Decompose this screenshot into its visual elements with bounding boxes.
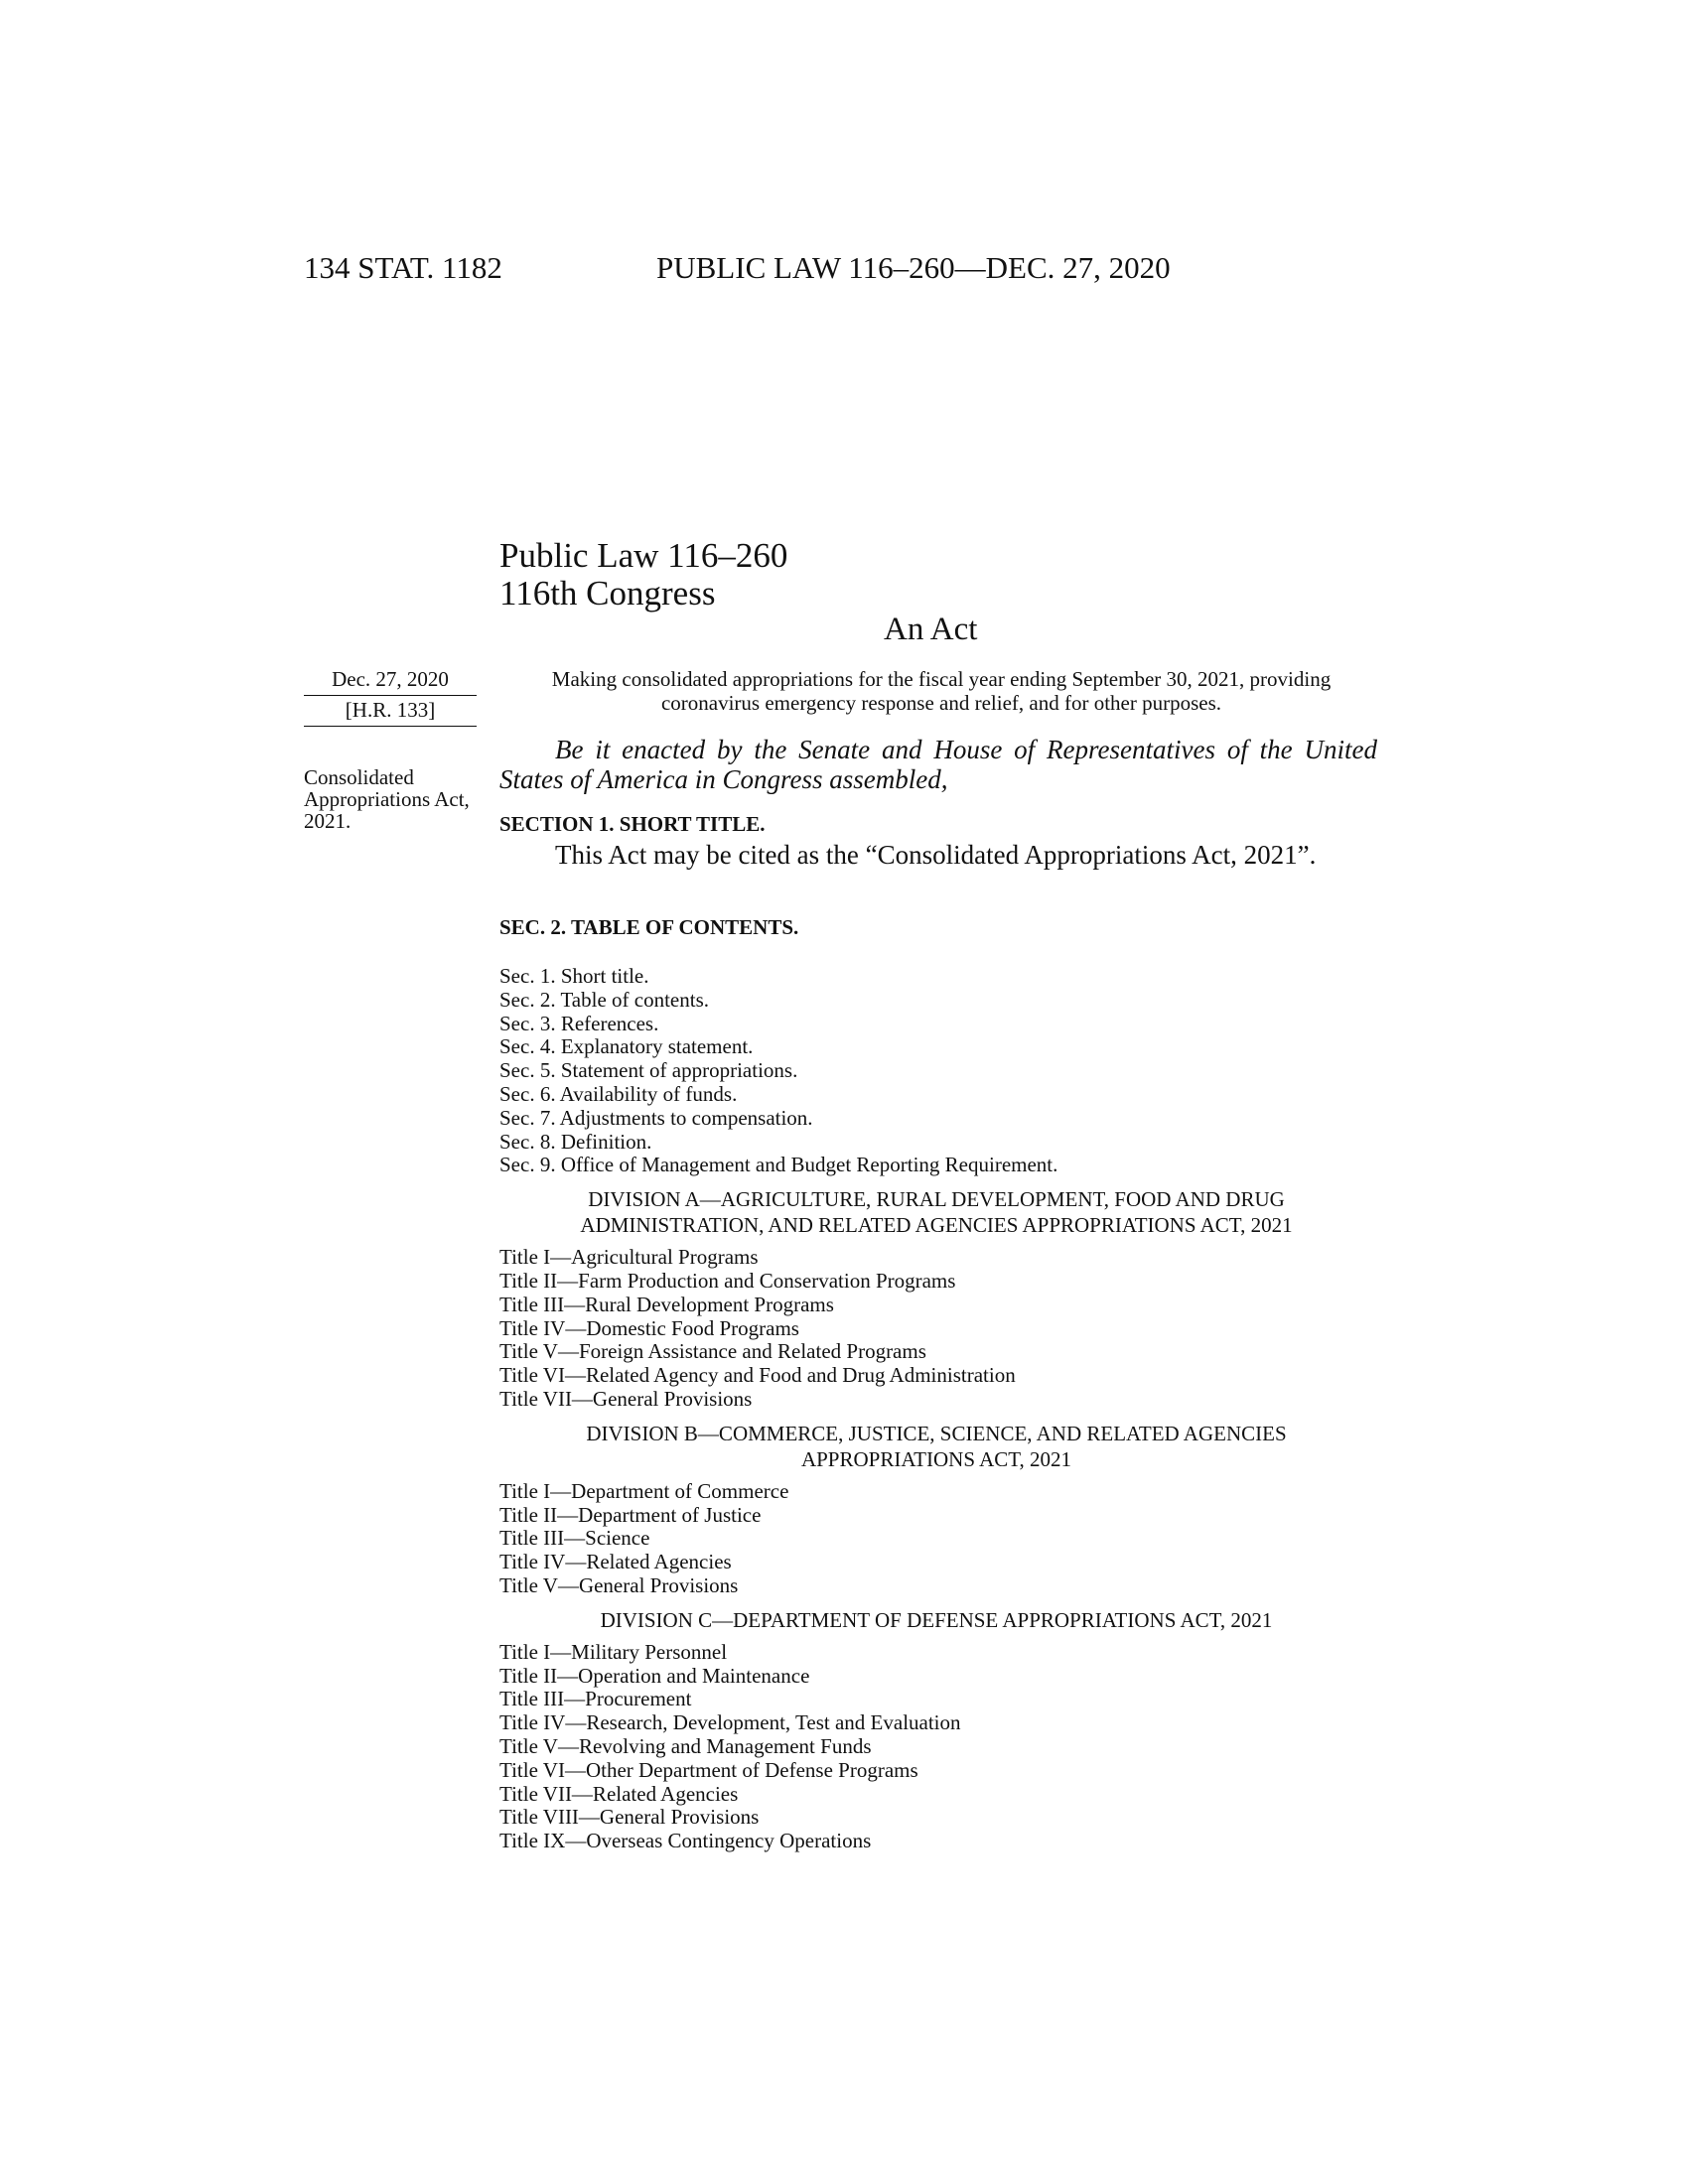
toc-item: Sec. 9. Office of Management and Budget Reporting Requirement. xyxy=(499,1153,1058,1177)
toc-title-item: Title VII—Related Agencies xyxy=(499,1781,739,1806)
toc-title-item: Title IV—Related Agencies xyxy=(499,1550,732,1574)
margin-note-date: Dec. 27, 2020 xyxy=(304,667,477,696)
toc-title-item: Title II—Farm Production and Conservation Programs xyxy=(499,1268,956,1293)
division-a-heading xyxy=(499,1186,1373,1238)
toc-title-item: Title IV—Research, Development, Test and Evaluation xyxy=(499,1710,961,1735)
division-c-heading xyxy=(499,1607,1373,1633)
toc-item: Sec. 1. Short title. xyxy=(499,964,649,988)
toc-title-item: Title III—Science xyxy=(499,1526,650,1551)
toc-title-item: Title VI—Related Agency and Food and Drug Administration xyxy=(499,1363,1016,1388)
section-1-heading: SECTION 1. SHORT TITLE. xyxy=(499,812,766,836)
toc-title-item: Title IX—Overseas Contingency Operations xyxy=(499,1829,872,1853)
toc-item: Sec. 8. Definition. xyxy=(499,1129,652,1154)
toc-title-item: Title III—Rural Development Programs xyxy=(499,1292,834,1316)
section-2-heading: SEC. 2. TABLE OF CONTENTS. xyxy=(499,915,799,939)
margin-note-bill: [H.R. 133] xyxy=(304,698,477,727)
division-b-heading xyxy=(499,1421,1373,1472)
toc-title-item: Title II—Operation and Maintenance xyxy=(499,1663,810,1688)
congress-number: 116th Congress xyxy=(499,574,716,613)
purpose-clause: Making consolidated appropriations for the fiscal year ending September 30, 2021, providing coronavirus emergency response and relief, and for other purposes. xyxy=(551,667,1332,715)
toc-item: Sec. 5. Statement of appropriations. xyxy=(499,1058,798,1083)
law-citation: PUBLIC LAW 116–260—DEC. 27, 2020 xyxy=(656,250,1171,285)
division-heading-line: APPROPRIATIONS ACT, 2021 xyxy=(800,1446,1072,1471)
toc-title-item: Title I—Department of Commerce xyxy=(499,1478,789,1503)
toc-title-item: Title II—Department of Justice xyxy=(499,1502,762,1527)
division-heading-line: DIVISION A—AGRICULTURE, RURAL DEVELOPMENT, FOOD AND DRUG xyxy=(588,1187,1285,1212)
an-act-heading: An Act xyxy=(884,612,978,647)
toc-title-item: Title V—Revolving and Management Funds xyxy=(499,1733,872,1758)
law-number: Public Law 116–260 xyxy=(499,536,788,575)
division-heading-line: ADMINISTRATION, AND RELATED AGENCIES APPROPRIATIONS ACT, 2021 xyxy=(580,1213,1293,1238)
table-of-contents xyxy=(499,965,1393,1853)
enacting-clause: Be it enacted by the Senate and House of Representatives of the United States of America in Congress assembled, xyxy=(499,735,1377,794)
margin-note-short-title: Consolidated Appropriations Act, 2021. xyxy=(304,765,470,833)
toc-title-item: Title VII—General Provisions xyxy=(499,1386,753,1411)
toc-title-item: Title V—Foreign Assistance and Related Programs xyxy=(499,1339,926,1364)
toc-item: Sec. 3. References. xyxy=(499,1011,659,1035)
section-1-text: This Act may be cited as the “Consolidated Appropriations Act, 2021”. xyxy=(555,840,1317,870)
division-a-titles xyxy=(499,1246,1393,1412)
division-c-titles xyxy=(499,1641,1393,1853)
division-b-titles xyxy=(499,1480,1393,1598)
toc-title-item: Title VIII—General Provisions xyxy=(499,1805,760,1830)
toc-item: Sec. 2. Table of contents. xyxy=(499,987,710,1012)
toc-sections xyxy=(499,965,1393,1177)
toc-title-item: Title I—Military Personnel xyxy=(499,1639,728,1664)
toc-title-item: Title IV—Domestic Food Programs xyxy=(499,1315,799,1340)
toc-title-item: Title I—Agricultural Programs xyxy=(499,1245,759,1270)
toc-title-item: Title III—Procurement xyxy=(499,1687,692,1711)
toc-title-item: Title V—General Provisions xyxy=(499,1572,739,1597)
toc-item: Sec. 6. Availability of funds. xyxy=(499,1081,738,1106)
division-heading-line: DIVISION C—DEPARTMENT OF DEFENSE APPROPRIATIONS ACT, 2021 xyxy=(600,1607,1273,1632)
toc-item: Sec. 4. Explanatory statement. xyxy=(499,1034,754,1059)
toc-title-item: Title VI—Other Department of Defense Programs xyxy=(499,1757,918,1782)
toc-item: Sec. 7. Adjustments to compensation. xyxy=(499,1105,813,1130)
statute-citation: 134 STAT. 1182 xyxy=(304,250,502,285)
division-heading-line: DIVISION B—COMMERCE, JUSTICE, SCIENCE, AND RELATED AGENCIES xyxy=(586,1421,1287,1445)
